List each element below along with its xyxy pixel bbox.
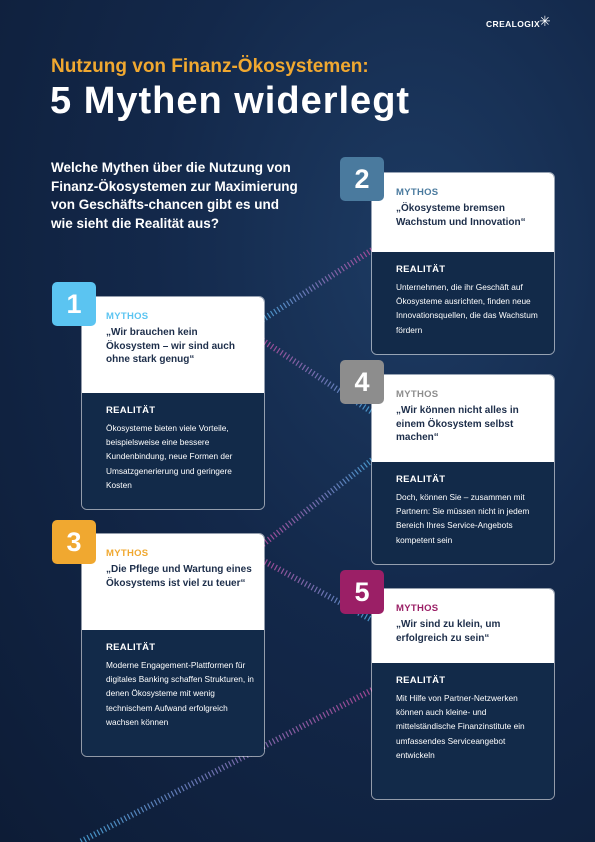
mythos-label: MYTHOS (396, 603, 439, 614)
mythos-text: „Die Pflege und Wartung eines Ökosystems ist viel zu teuer“ (106, 564, 252, 589)
myth-card-4 (371, 374, 555, 565)
brand-star-icon: ✳ (539, 13, 552, 29)
myth-card-1 (81, 296, 265, 510)
myth-card-2 (371, 172, 555, 355)
reality-label: REALITÄT (106, 642, 156, 653)
reality-text: Doch, können Sie – zusammen mit Partnern: Sie müssen nicht in jedem Bereich Ihres Service-Angebots kompetent sein (396, 492, 530, 545)
myth-card-3 (81, 533, 265, 757)
mythos-text: „Wir brauchen kein Ökosystem – wir sind auch ohne stark genug“ (106, 327, 235, 365)
mythos-label: MYTHOS (106, 548, 149, 559)
myth-number-4: 4 (340, 360, 384, 404)
myth-card-5 (371, 588, 555, 800)
brand-name: CREALOGIX (486, 19, 541, 29)
mythos-text: „Ökosysteme bremsen Wachstum und Innovation“ (396, 203, 526, 228)
mythos-text: „Wir sind zu klein, um erfolgreich zu sein“ (396, 619, 501, 644)
myth-number-3: 3 (52, 520, 96, 564)
page-title: 5 Mythen widerlegt (50, 80, 411, 122)
reality-label: REALITÄT (396, 675, 446, 686)
mythos-text: „Wir können nicht alles in einem Ökosystem selbst machen“ (396, 405, 519, 443)
mythos-label: MYTHOS (396, 187, 439, 198)
myth-number-5: 5 (340, 570, 384, 614)
brand-logo (486, 13, 552, 29)
page-subtitle: Nutzung von Finanz-Ökosystemen: (51, 56, 369, 77)
myth-number-2: 2 (340, 157, 384, 201)
mythos-label: MYTHOS (396, 389, 439, 400)
myth-number-1: 1 (52, 282, 96, 326)
reality-label: REALITÄT (106, 405, 156, 416)
reality-label: REALITÄT (396, 264, 446, 275)
mythos-label: MYTHOS (106, 311, 149, 322)
reality-text: Moderne Engagement-Plattformen für digitales Banking schaffen Strukturen, in denen Ökosysteme mit wenig technischem Aufwand erfolgreich wachsen können (106, 660, 254, 727)
reality-text: Ökosysteme bieten viele Vorteile, beispielsweise eine bessere Kundenbindung, neue Formen der Umsatzgenerierung und geringere Kosten (106, 423, 233, 490)
reality-text: Unternehmen, die ihr Geschäft auf Ökosysteme ausrichten, finden neue Innovationsquellen, die das Wachstum fördern (396, 282, 538, 335)
reality-label: REALITÄT (396, 474, 446, 485)
intro-text: Welche Mythen über die Nutzung von Finanz-Ökosystemen zur Maximierung von Geschäfts-chancen gibt es und wie sieht die Realität aus? (51, 160, 298, 231)
reality-text: Mit Hilfe von Partner-Netzwerken können auch kleine- und mittelständische Finanzinstitute ein umfassendes Serviceangebot entwickeln (396, 693, 525, 760)
